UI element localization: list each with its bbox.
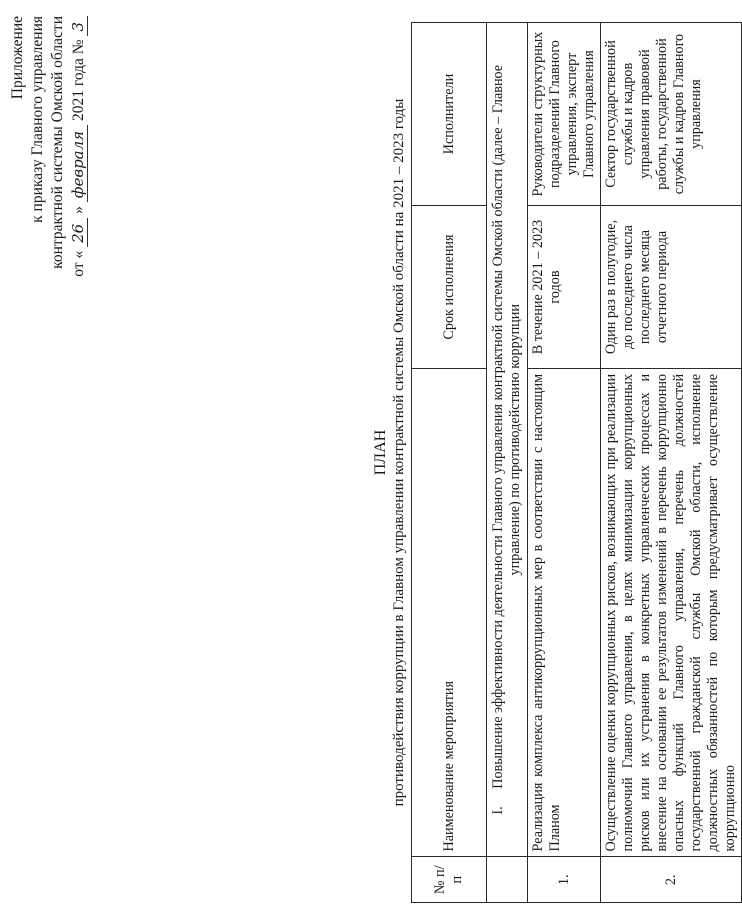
order-reference: к приказу Главного управления (29, 16, 46, 223)
document-title (372, 0, 408, 905)
header-name: Наименование мероприятия (412, 368, 487, 857)
section-text: Повышение эффективности деятельности Главного управления контрактной системы Омской области (далее – Главное управление) по противодействию коррупции (490, 64, 523, 789)
handwritten-day: 26 (69, 218, 88, 247)
row-num: 1. (528, 857, 601, 903)
section-title (487, 23, 528, 857)
header-term: Срок исполнения (412, 206, 487, 369)
plan-table-container (411, 22, 738, 903)
handwritten-month: февраля (69, 125, 88, 202)
row-exec: Сектор государственной службы и кадров управления правовой работы, государственной службы и кадров Главного управления (601, 23, 742, 206)
row-exec: Руководители структурных подразделений Главного управления, эксперт Главного управления (528, 23, 601, 206)
handwritten-number: 3 (69, 16, 88, 36)
row-term: В течение 2021 – 2023 годов (528, 206, 601, 369)
row-name: Осуществление оценки коррупционных рисков, возникающих при реализации полномочий Главного управления, в целях минимизации коррупционных рисков или их устранения в конкретных управленческих процессах и внесение на основании ее результатов изменений в перечень коррупционно опасных функций Главного управления, перечень должностей государственной гражданской службы Омской области, исполнение должностных обязанностей по которым предусматривает осуществление коррупционно (601, 368, 742, 857)
agency-name: контрактной системы Омской области (49, 16, 66, 269)
appendix-label: Приложение (9, 16, 26, 100)
plan-table (411, 22, 742, 903)
row-num: 2. (601, 857, 742, 903)
row-name: Реализация комплекса антикоррупционных мер в соответствии с настоящим Планом (528, 368, 601, 857)
plan-heading: ПЛАН (372, 429, 389, 476)
plan-subtitle: противодействия коррупции в Главном управлении контрактной системы Омской области на 2021 – 2023 годы (391, 98, 407, 807)
order-date-line: от « 26 » февраля 2021 года № 3 (68, 16, 89, 376)
section-roman: I. (490, 806, 506, 815)
approval-stamp (8, 16, 89, 376)
header-num: № п/п (412, 857, 487, 903)
table-row (528, 23, 601, 903)
table-row (601, 23, 742, 903)
section-num-cell (487, 857, 528, 903)
header-exec: Исполнители (412, 23, 487, 206)
row-term: Один раз в полугодие, до последнего числа последнего месяца отчетного периода (601, 206, 742, 369)
table-header-row (412, 23, 487, 903)
section-row (487, 23, 528, 903)
